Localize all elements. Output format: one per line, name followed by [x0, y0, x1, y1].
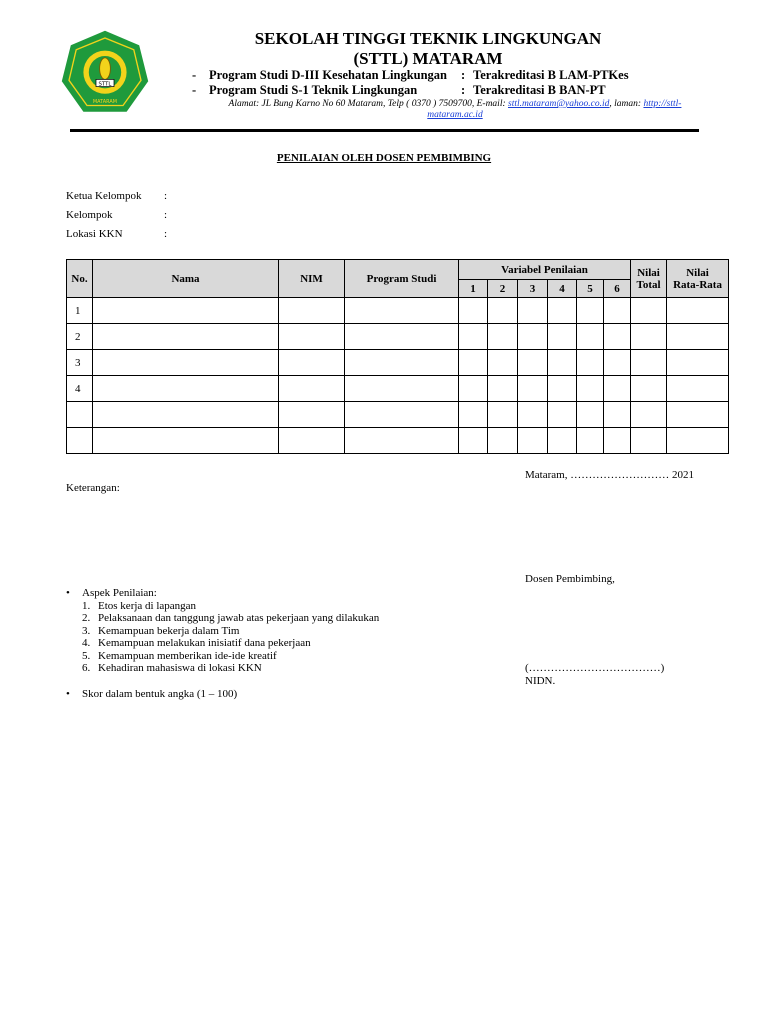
table-cell[interactable]	[577, 376, 604, 402]
table-cell[interactable]	[345, 298, 459, 324]
row-number-cell[interactable]	[67, 428, 93, 454]
col-header-program-studi: Program Studi	[345, 260, 459, 298]
table-cell[interactable]	[93, 298, 279, 324]
table-cell[interactable]	[548, 428, 577, 454]
col-header-nilai-rata-rata: Nilai Rata-Rata	[667, 260, 729, 298]
skor-bullet: • Skor dalam bentuk angka (1 – 100)	[66, 688, 237, 700]
table-cell[interactable]	[93, 324, 279, 350]
table-cell[interactable]	[488, 324, 518, 350]
table-cell[interactable]	[518, 428, 548, 454]
aspek-bullet: • Aspek Penilaian: 1. Etos kerja di lapangan 2. Pelaksanaan dan tanggung jawab atas pekerjaan yang dilakukan 3. Kemampuan bekerja dalam Tim 4. Kemampuan melakukan inisiatif dana pekerjaan 5. Kemampuan memberikan ide-ide kreatif 6. Kehadiran mahasiswa di lokasi KKN	[66, 587, 379, 675]
col-header-variabel-penilaian: Variabel Penilaian	[459, 260, 631, 280]
table-cell[interactable]	[488, 350, 518, 376]
form-title: PENILAIAN OLEH DOSEN PEMBIMBING	[276, 152, 492, 164]
table-cell[interactable]	[93, 350, 279, 376]
logo-text: STTL	[98, 81, 112, 88]
keterangan-label: Keterangan:	[66, 482, 120, 494]
website-link-continued[interactable]: mataram.ac.id	[427, 110, 483, 120]
variable-header: 4	[548, 280, 577, 298]
institution-name: SEKOLAH TINGGI TEKNIK LINGKUNGAN	[254, 29, 602, 48]
table-cell[interactable]	[577, 324, 604, 350]
website-link[interactable]: http://sttl-	[643, 99, 682, 109]
assessment-table	[66, 259, 729, 454]
table-cell[interactable]	[577, 350, 604, 376]
table-cell[interactable]	[667, 428, 729, 454]
table-cell[interactable]	[279, 428, 345, 454]
variable-header: 3	[518, 280, 548, 298]
table-cell[interactable]	[345, 376, 459, 402]
program-accreditation: Terakreditasi B LAM-PTKes	[473, 68, 629, 82]
table-cell[interactable]	[631, 324, 667, 350]
table-cell[interactable]	[345, 324, 459, 350]
table-row	[67, 324, 729, 350]
variable-header: 1	[459, 280, 488, 298]
col-header-nilai-total: Nilai Total	[631, 260, 667, 298]
table-row	[67, 402, 729, 428]
table-cell[interactable]	[667, 402, 729, 428]
table-cell[interactable]	[459, 428, 488, 454]
table-cell[interactable]	[459, 350, 488, 376]
table-cell[interactable]	[667, 298, 729, 324]
logo-bottom-text: MATARAM	[92, 98, 118, 105]
table-cell[interactable]	[548, 298, 577, 324]
col-header-no: No.	[67, 260, 93, 298]
table-cell[interactable]	[93, 376, 279, 402]
row-number-cell[interactable]: 3	[67, 350, 93, 376]
aspek-item: 3. Kemampuan bekerja dalam Tim	[82, 624, 240, 637]
col-header-nim: NIM	[279, 260, 345, 298]
row-number-cell[interactable]: 4	[67, 376, 93, 402]
table-row	[67, 298, 729, 324]
table-cell[interactable]	[518, 376, 548, 402]
aspek-item: 4. Kemampuan melakukan inisiatif dana pekerjaan	[82, 637, 311, 649]
table-cell[interactable]	[631, 376, 667, 402]
aspek-item: 2. Pelaksanaan dan tanggung jawab atas pekerjaan yang dilakukan	[82, 612, 380, 624]
place-date: Mataram, ……………………… 2021	[525, 469, 694, 481]
program-name: Program Studi D-III Kesehatan Lingkungan	[209, 68, 448, 82]
variable-header: 6	[604, 280, 631, 298]
table-cell[interactable]	[93, 428, 279, 454]
table-cell[interactable]	[518, 324, 548, 350]
table-cell[interactable]	[604, 324, 631, 350]
signer-name-line: (………………………………)	[525, 662, 665, 674]
table-cell[interactable]	[604, 428, 631, 454]
program-name: Program Studi S-1 Teknik Lingkungan	[209, 83, 418, 97]
aspek-section	[66, 587, 379, 675]
program-row-2: - Program Studi S-1 Teknik Lingkungan : Terakreditasi B BAN-PT	[192, 83, 606, 97]
table-cell[interactable]	[604, 350, 631, 376]
signer-title: Dosen Pembimbing,	[525, 573, 615, 585]
table-cell[interactable]	[279, 350, 345, 376]
variable-header: 2	[488, 280, 518, 298]
email-link[interactable]: sttl.mataram@yahoo.co.id	[508, 99, 610, 109]
table-cell[interactable]	[488, 428, 518, 454]
aspek-list	[82, 600, 379, 675]
field-kelompok: Kelompok :	[66, 209, 168, 221]
table-cell[interactable]	[604, 298, 631, 324]
table-cell[interactable]	[577, 298, 604, 324]
table-cell[interactable]	[604, 376, 631, 402]
variable-header: 5	[577, 280, 604, 298]
table-cell[interactable]	[459, 324, 488, 350]
table-row	[67, 350, 729, 376]
table-cell[interactable]	[518, 350, 548, 376]
table-cell[interactable]	[667, 376, 729, 402]
table-row	[67, 428, 729, 454]
table-cell[interactable]	[577, 402, 604, 428]
table-cell[interactable]	[604, 402, 631, 428]
row-number-cell[interactable]: 1	[67, 298, 93, 324]
college-logo	[60, 29, 150, 119]
field-lokasi-kkn: Lokasi KKN :	[66, 228, 168, 240]
table-cell[interactable]	[345, 428, 459, 454]
table-cell[interactable]	[667, 350, 729, 376]
field-ketua-kelompok: Ketua Kelompok :	[66, 190, 168, 202]
table-cell[interactable]	[279, 324, 345, 350]
table-cell[interactable]	[548, 324, 577, 350]
address-line: Alamat: JL Bung Karno No 60 Mataram, Telp ( 0370 ) 7509700, E-mail: sttl.mataram@yahoo.co.id, laman: http://sttl- mataram.ac.id	[228, 99, 682, 120]
col-header-nama: Nama	[93, 260, 279, 298]
skor-section	[66, 688, 237, 700]
program-row-1: - Program Studi D-III Kesehatan Lingkungan : Terakreditasi B LAM-PTKes	[192, 68, 629, 82]
table-cell[interactable]	[488, 402, 518, 428]
institution-short-name: (STTL) MATARAM	[353, 49, 503, 68]
aspek-item: 6. Kehadiran mahasiswa di lokasi KKN	[82, 662, 262, 674]
row-number-cell[interactable]: 2	[67, 324, 93, 350]
table-cell[interactable]	[577, 428, 604, 454]
table-cell[interactable]	[518, 298, 548, 324]
table-cell[interactable]	[459, 402, 488, 428]
table-cell[interactable]	[667, 324, 729, 350]
row-number-cell[interactable]	[67, 402, 93, 428]
table-cell[interactable]	[548, 402, 577, 428]
table-cell[interactable]	[345, 402, 459, 428]
table-cell[interactable]	[488, 376, 518, 402]
table-cell[interactable]	[548, 350, 577, 376]
table-cell[interactable]	[93, 402, 279, 428]
table-cell[interactable]	[279, 376, 345, 402]
aspek-item: 1. Etos kerja di lapangan	[82, 599, 197, 612]
header-divider	[70, 129, 699, 132]
table-cell[interactable]	[279, 298, 345, 324]
table-cell[interactable]	[459, 376, 488, 402]
table-cell[interactable]	[279, 402, 345, 428]
table-row	[67, 376, 729, 402]
table-cell[interactable]	[631, 428, 667, 454]
table-cell[interactable]	[631, 402, 667, 428]
table-cell[interactable]	[345, 350, 459, 376]
program-accreditation: Terakreditasi B BAN-PT	[473, 83, 606, 97]
table-cell[interactable]	[459, 298, 488, 324]
table-cell[interactable]	[518, 402, 548, 428]
table-cell[interactable]	[548, 376, 577, 402]
table-cell[interactable]	[631, 298, 667, 324]
nidn-label: NIDN.	[525, 675, 556, 687]
table-cell[interactable]	[488, 298, 518, 324]
aspek-item: 5. Kemampuan memberikan ide-ide kreatif	[82, 649, 277, 662]
table-cell[interactable]	[631, 350, 667, 376]
